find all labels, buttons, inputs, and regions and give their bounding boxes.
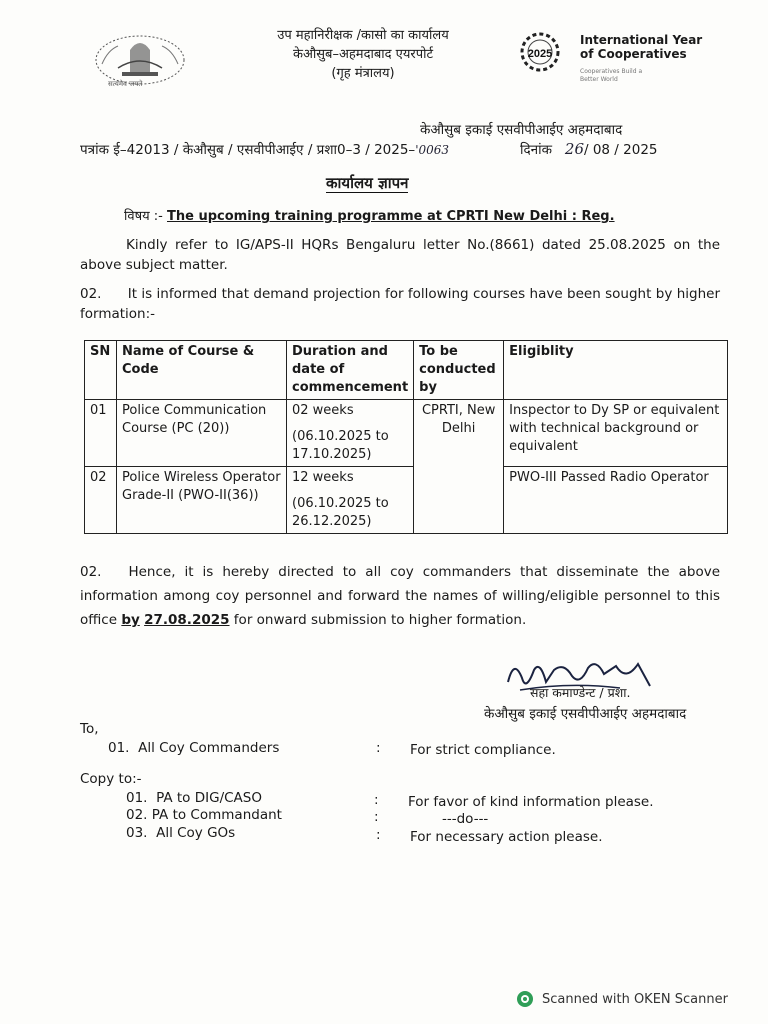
to-action: For strict compliance. <box>410 742 556 758</box>
emblem-caption: सत्यमेव जयते <box>108 80 143 88</box>
memo-title: कार्यालय ज्ञापन <box>326 174 409 192</box>
cell-course: Police Wireless Operator Grade-II (PWO-II(36)) <box>117 467 287 534</box>
directive-tail: for onward submission to higher formation. <box>229 612 527 628</box>
directive-deadline: 27.08.2025 <box>144 612 230 628</box>
cell-duration <box>287 400 414 467</box>
col-header-course: Name of Course & Code <box>117 341 287 400</box>
signatory-office: केऔसुब इकाई एसवीपीआईए अहमदाबाद <box>484 706 687 722</box>
cell-eligibility: Inspector to Dy SP or equivalent with technical background or equivalent <box>504 400 728 467</box>
subject-label: विषय :- <box>124 209 163 224</box>
letter-number-text: पत्रांक ई–42013 / केऔसुब / एसवीपीआईए / प्रशा0–3 / 2025– <box>80 142 416 158</box>
unit-line: केऔसुब इकाई एसवीपीआईए अहमदाबाद <box>420 122 623 138</box>
date-rest: / 08 / 2025 <box>584 142 658 158</box>
copy-colon: : <box>374 792 379 808</box>
copy-num: 02. <box>126 807 148 823</box>
duration-dates: (06.10.2025 to 17.10.2025) <box>292 429 389 462</box>
table-header-row <box>85 341 728 400</box>
directive-text: 02. Hence, it is hereby directed to all coy commanders that disseminate the above information among coy personnel and forward the names of willing/eligible personnel to this office <box>80 564 725 628</box>
cell-eligibility: PWO-III Passed Radio Operator <box>504 467 728 534</box>
copy-recipient: All Coy GOs <box>156 825 236 841</box>
course-table <box>84 340 728 534</box>
duration-weeks: 12 weeks <box>292 470 354 485</box>
header-line-1: उप महानिरीक्षक /कासो का कार्यालय <box>277 28 449 43</box>
header-line-3: (गृह मंत्रालय) <box>331 66 395 81</box>
letter-number-handwritten: '0063 <box>415 143 450 157</box>
copy-action: ---do--- <box>442 811 489 827</box>
copy-item <box>126 807 282 823</box>
col-header-sn: SN <box>85 341 117 400</box>
copy-num: 03. <box>126 825 148 841</box>
table-row <box>85 400 728 467</box>
to-recipient: All Coy Commanders <box>138 740 280 756</box>
scanner-text: Scanned with OKEN Scanner <box>542 991 728 1007</box>
date-day-handwritten: 26 <box>564 140 584 158</box>
cell-conducted-by: CPRTI, New Delhi <box>414 400 504 534</box>
paragraph-reference: Kindly refer to IG/APS-II HQRs Bengaluru letter No.(8661) dated 25.08.2025 on the above subject matter. <box>80 237 720 273</box>
iyc-title-line-2: of Cooperatives <box>580 47 687 61</box>
iyc-title-line-1: International Year <box>580 33 703 47</box>
to-item-number <box>108 740 279 756</box>
col-header-conducted-by: To be conducted by <box>414 341 504 400</box>
copy-to-label: Copy to:- <box>80 771 142 787</box>
copy-num: 01. <box>126 790 148 806</box>
copy-action: For favor of kind information please. <box>408 794 654 810</box>
copy-item <box>126 790 262 806</box>
cell-duration <box>287 467 414 534</box>
header-line-2: केऔसुब–अहमदाबाद एयरपोर्ट <box>292 47 434 62</box>
iyc-2025-logo <box>514 28 576 76</box>
subject-text: The upcoming training programme at CPRTI New Delhi : Reg. <box>167 209 615 224</box>
col-header-eligibility: Eligiblity <box>504 341 728 400</box>
copy-item <box>126 825 235 841</box>
copy-colon: : <box>374 809 379 825</box>
duration-dates: (06.10.2025 to 26.12.2025) <box>292 496 389 529</box>
copy-recipient: PA to Commandant <box>151 807 282 823</box>
copy-action: For necessary action please. <box>410 829 603 845</box>
paragraph-directive <box>80 560 725 632</box>
date-block <box>520 140 658 158</box>
copy-colon: : <box>376 827 381 843</box>
directive-by: by <box>121 612 140 628</box>
date-label: दिनांक <box>520 142 553 158</box>
subject-line <box>124 206 615 224</box>
paragraph-demand: 02. It is informed that demand projection for following courses have been sought by higher formation:- <box>80 286 725 322</box>
table-row <box>85 467 728 534</box>
col-header-duration: Duration and date of commencement <box>287 341 414 400</box>
iyc-subtitle: Cooperatives Build a Better World <box>580 68 643 83</box>
scanner-logo-icon <box>516 990 534 1008</box>
iyc-year: 2025 <box>527 48 553 60</box>
iyc-title <box>580 33 702 61</box>
duration-weeks: 02 weeks <box>292 403 354 418</box>
signatory-designation: सहा कमाण्डेन्ट / प्रशा. <box>530 685 631 700</box>
scanner-watermark <box>516 990 728 1008</box>
cell-sn: 01 <box>85 400 117 467</box>
to-num: 01. <box>108 740 130 756</box>
cell-course: Police Communication Course (PC (20)) <box>117 400 287 467</box>
letter-number <box>80 140 449 158</box>
to-label: To, <box>80 721 99 737</box>
copy-recipient: PA to DIG/CASO <box>156 790 262 806</box>
to-colon: : <box>376 740 381 756</box>
cell-sn: 02 <box>85 467 117 534</box>
office-header <box>248 26 478 83</box>
